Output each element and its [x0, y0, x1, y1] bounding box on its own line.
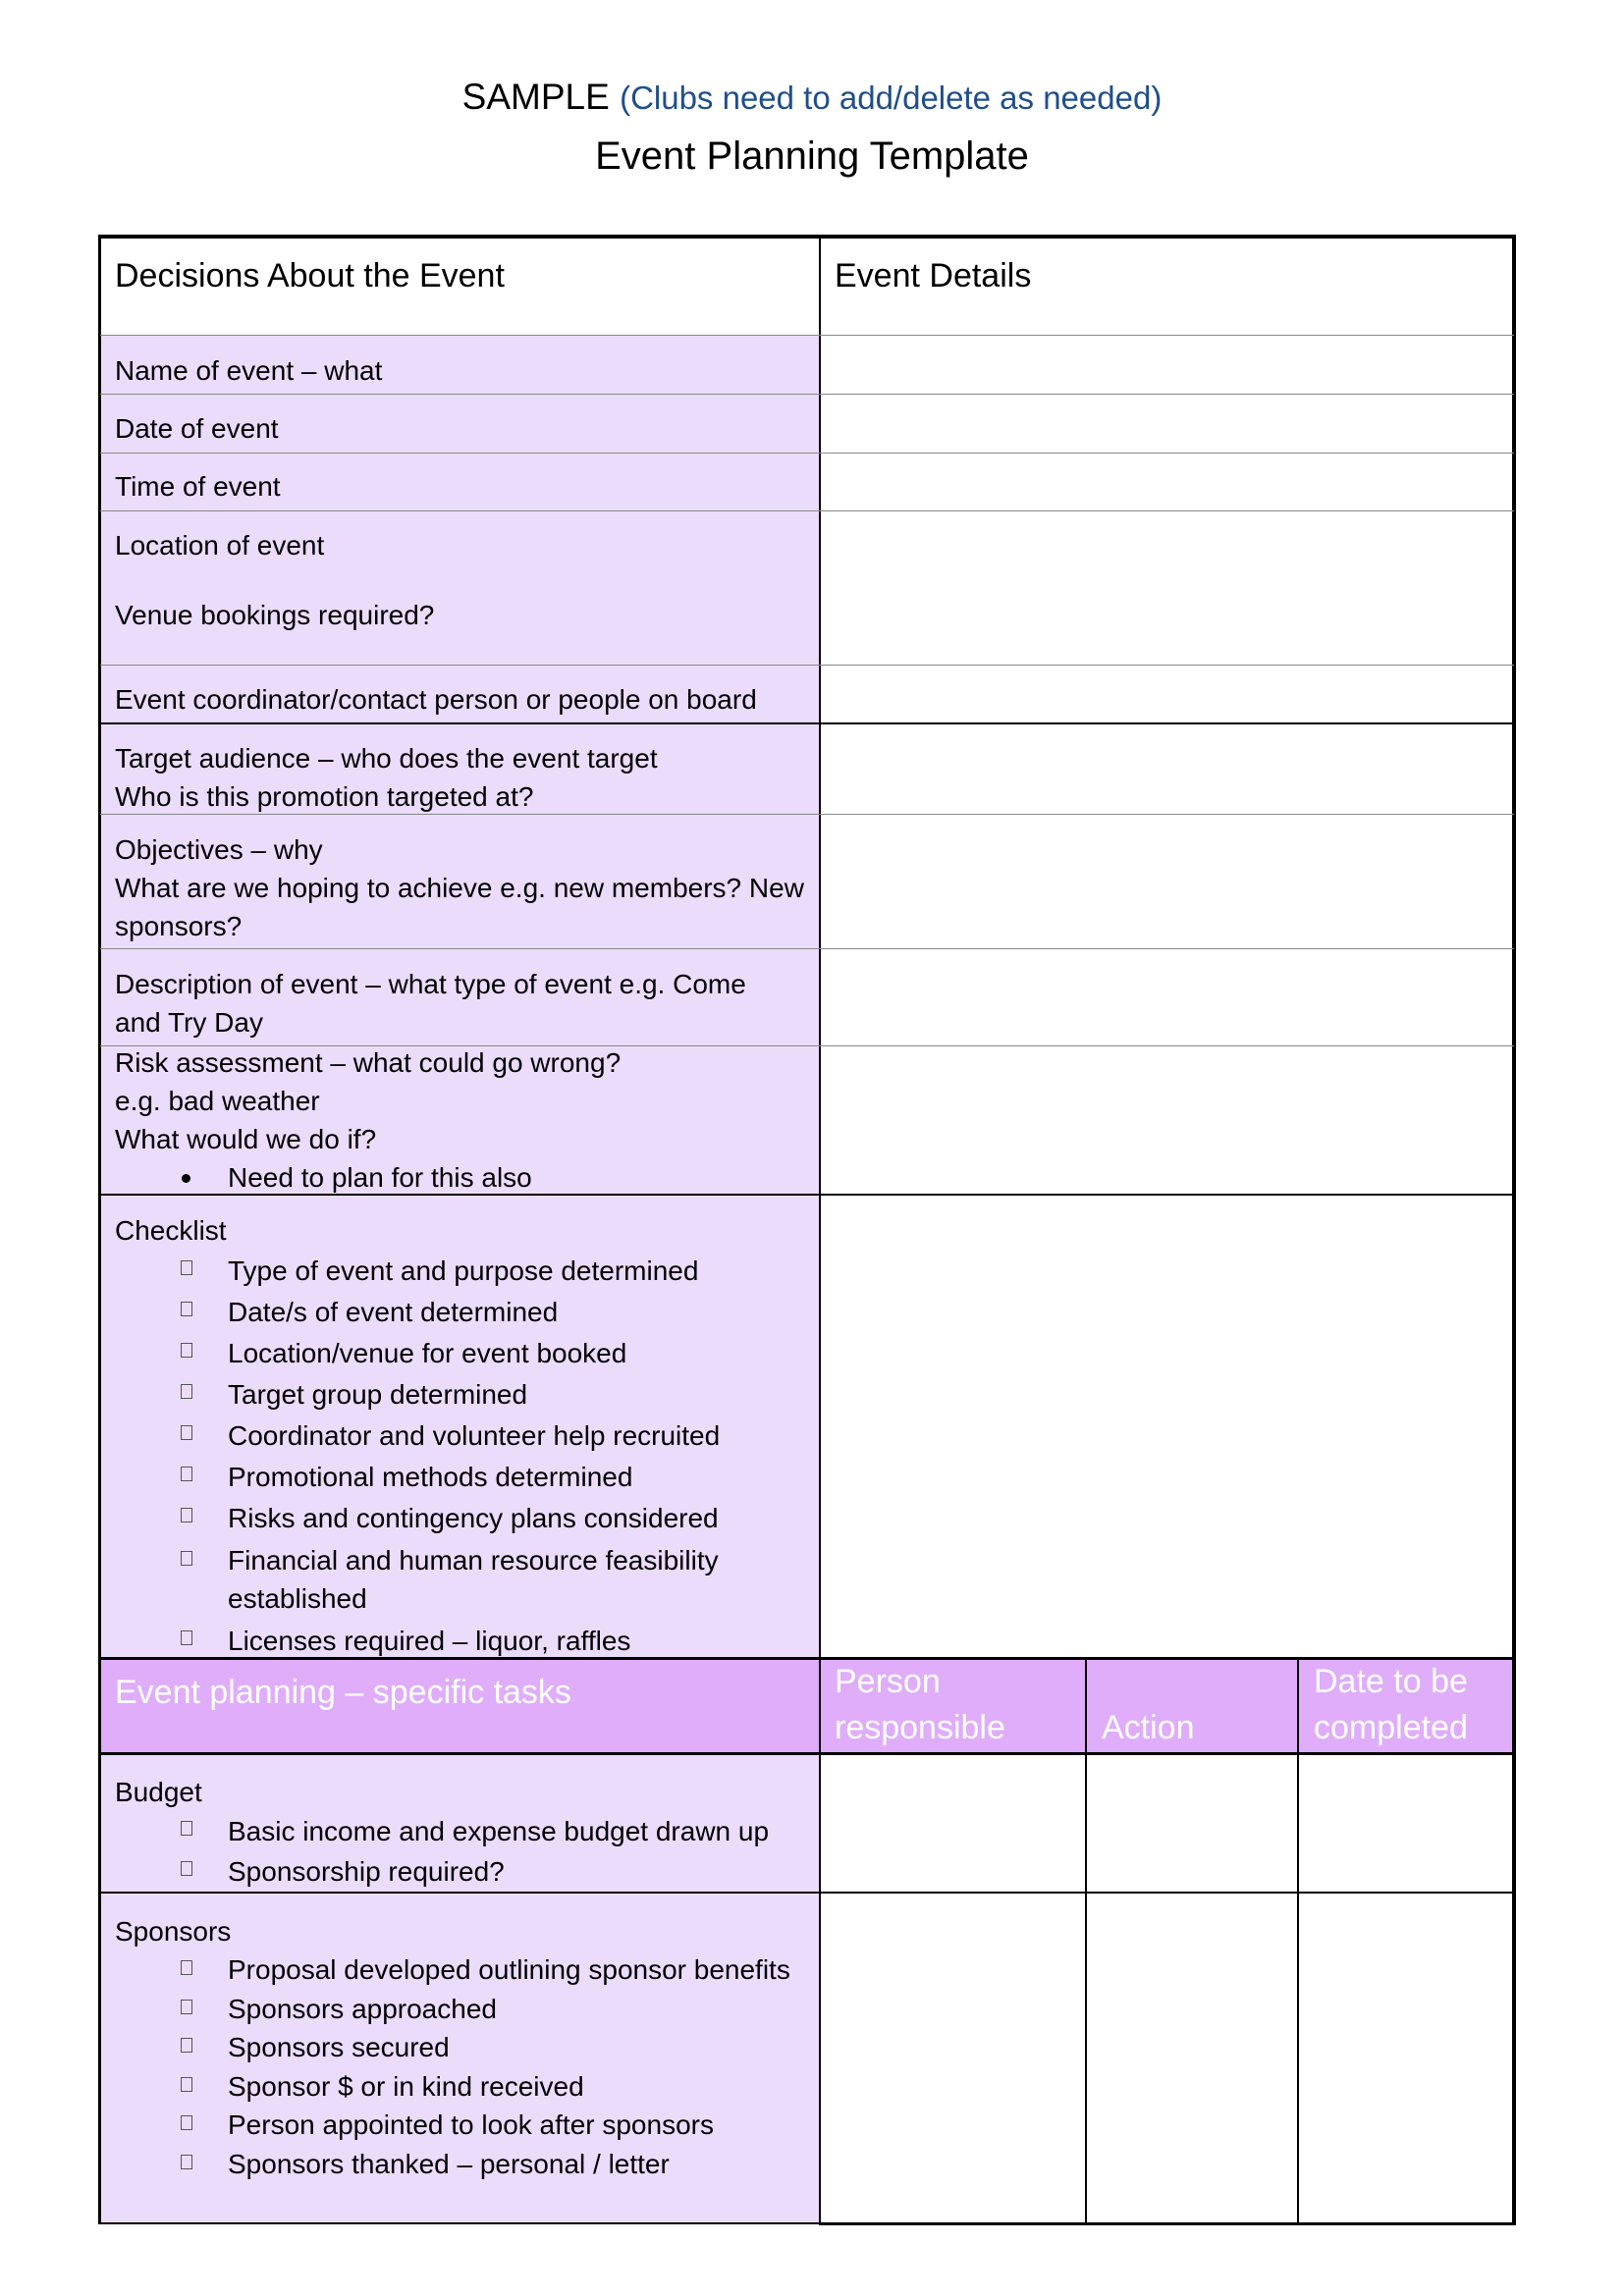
- event-name-detail-cell[interactable]: [821, 336, 1512, 394]
- row-location-of-event: Location of event: [115, 530, 325, 561]
- description-line1: Description of event – what type of event e.g. Come: [115, 969, 746, 999]
- row-risk-assessment: [100, 1043, 820, 1197]
- coordinator-detail-cell[interactable]: [821, 666, 1512, 722]
- objectives-line3: sponsors?: [115, 911, 243, 941]
- sample-note: (Clubs need to add/delete as needed): [620, 80, 1163, 116]
- checklist-item: Coordinator and volunteer help recruited: [115, 1415, 820, 1457]
- sponsors-section: [100, 1912, 820, 2183]
- date-completed-header: Date to be completed: [1314, 1663, 1468, 1746]
- objectives-line2: What are we hoping to achieve e.g. new members? New: [115, 873, 804, 903]
- checkbox-icon[interactable]: [181, 1508, 192, 1522]
- bullet-icon: [182, 1174, 190, 1183]
- objectives-detail-cell[interactable]: [821, 815, 1512, 948]
- checklist-item-continued: established: [228, 1583, 367, 1614]
- budget-item: Sponsorship required?: [115, 1851, 820, 1892]
- decisions-header: Decisions About the Event: [115, 257, 505, 294]
- checkbox-icon[interactable]: [181, 1861, 192, 1876]
- risk-bullet-item: Need to plan for this also: [115, 1158, 820, 1197]
- sample-heading: [0, 77, 1624, 118]
- sponsors-title: Sponsors: [115, 1916, 232, 1947]
- page-title: Event Planning Template: [595, 134, 1029, 178]
- checkbox-icon[interactable]: [181, 1630, 192, 1645]
- event-location-detail-cell[interactable]: [821, 511, 1512, 665]
- checkbox-icon[interactable]: [181, 1384, 192, 1399]
- checklist-item: Promotional methods determined: [115, 1457, 820, 1498]
- description-detail-cell[interactable]: [821, 949, 1512, 1045]
- row-date-of-event: Date of event: [115, 413, 279, 444]
- sponsor-item: Sponsor $ or in kind received: [115, 2067, 820, 2107]
- checkbox-icon[interactable]: [181, 1467, 192, 1481]
- checklist-item: Target group determined: [115, 1374, 820, 1415]
- sponsor-item: Sponsors approached: [115, 1990, 820, 2029]
- checklist-item: Type of event and purpose determined: [115, 1251, 820, 1292]
- sponsor-item: Sponsors thanked – personal / letter: [115, 2145, 820, 2184]
- tasks-header: Event planning – specific tasks: [115, 1674, 571, 1711]
- checkbox-icon[interactable]: [181, 1960, 192, 1975]
- checkbox-icon[interactable]: [181, 1821, 192, 1836]
- checklist-section: [100, 1211, 820, 1662]
- target-audience-line2: Who is this promotion targeted at?: [115, 781, 534, 812]
- description-line2: and Try Day: [115, 1007, 263, 1038]
- risk-detail-cell[interactable]: [821, 1046, 1512, 1194]
- row-event-coordinator: Event coordinator/contact person or people on board: [115, 684, 757, 715]
- target-audience-line1: Target audience – who does the event target: [115, 743, 658, 774]
- checklist-item: Licenses required – liquor, raffles: [115, 1618, 820, 1662]
- row-target-audience: [100, 739, 820, 816]
- budget-title: Budget: [115, 1777, 202, 1807]
- checkbox-icon[interactable]: [181, 1343, 192, 1358]
- checkbox-icon[interactable]: [181, 1425, 192, 1440]
- checkbox-icon[interactable]: [181, 2077, 192, 2092]
- sponsor-item: Sponsors secured: [115, 2028, 820, 2067]
- row-description: [100, 965, 820, 1041]
- row-objectives: [100, 830, 820, 945]
- event-time-detail-cell[interactable]: [821, 454, 1512, 510]
- sample-label: SAMPLE: [461, 77, 610, 117]
- row-venue-bookings: Venue bookings required?: [115, 600, 435, 630]
- checkbox-icon[interactable]: [181, 1302, 192, 1316]
- row-name-of-event: Name of event – what: [115, 355, 383, 386]
- checkbox-icon[interactable]: [181, 2038, 192, 2053]
- action-header: Action: [1102, 1709, 1195, 1746]
- sponsor-item: Person appointed to look after sponsors: [115, 2106, 820, 2145]
- target-audience-detail-cell[interactable]: [821, 724, 1512, 814]
- row-time-of-event: Time of event: [115, 471, 281, 502]
- checkbox-icon[interactable]: [181, 2000, 192, 2014]
- risk-line1: Risk assessment – what could go wrong?: [115, 1047, 622, 1078]
- checklist-item: Date/s of event determined: [115, 1292, 820, 1333]
- risk-line3: What would we do if?: [115, 1124, 377, 1154]
- checkbox-icon[interactable]: [181, 1260, 192, 1275]
- checklist-item: Risks and contingency plans considered: [115, 1498, 820, 1539]
- checkbox-icon[interactable]: [181, 1551, 192, 1566]
- checkbox-icon[interactable]: [181, 2155, 192, 2169]
- sponsor-item: Proposal developed outlining sponsor benefits: [115, 1950, 820, 1990]
- person-responsible-header: Person responsible: [835, 1663, 1005, 1746]
- event-date-detail-cell[interactable]: [821, 395, 1512, 453]
- checklist-item: Financial and human resource feasibility: [115, 1539, 820, 1579]
- checklist-item: Location/venue for event booked: [115, 1333, 820, 1374]
- budget-item: Basic income and expense budget drawn up: [115, 1811, 820, 1851]
- checklist-title: Checklist: [115, 1215, 227, 1246]
- checkbox-icon[interactable]: [181, 2115, 192, 2130]
- budget-section: [100, 1773, 820, 1892]
- objectives-line1: Objectives – why: [115, 834, 323, 865]
- checklist-detail-cell[interactable]: [821, 1196, 1512, 1657]
- event-details-header: Event Details: [835, 257, 1032, 294]
- risk-line2: e.g. bad weather: [115, 1086, 320, 1116]
